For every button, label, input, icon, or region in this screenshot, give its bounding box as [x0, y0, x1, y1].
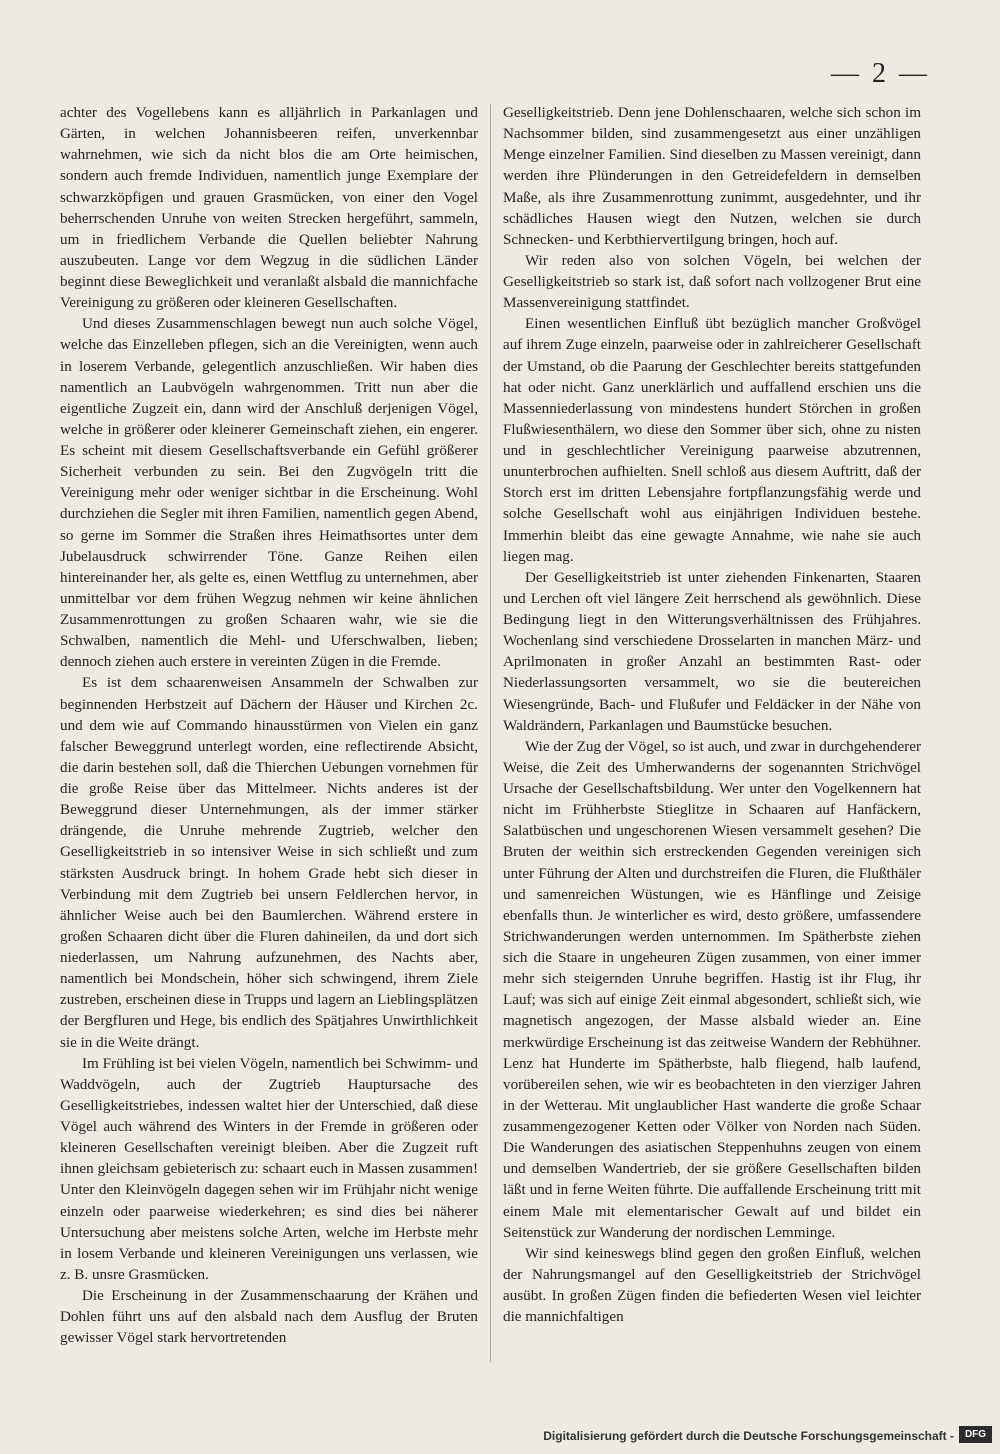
paragraph: Die Erscheinung in der Zusammenschaarung der Krähen und Dohlen führt uns auf den alsbald nach dem Ausflug der Bruten gewisser Vögel stark hervortretenden	[60, 1287, 478, 1347]
paragraph: Und dieses Zusammenschlagen bewegt nun auch solche Vögel, welche das Einzelleben pflegen, sich an die Vereinigten, wenn auch in loserem Verbande, gelegentlich anzuschließen. Wir haben dies namentlich an Laubvögeln wahrgenommen. Tritt nun aber die eigentliche Zugzeit ein, dann wird der Anschluß derjenigen Vögel, welche in größerer oder kleinerer Gemeinschaft ziehen, ein engerer. Es scheint mit diesem Gesellschaftsverbande ein Gefühl größerer Sicherheit verbunden zu sein. Bei den Zugvögeln tritt die Vereinigung mehr oder weniger sichtbar in die Erscheinung. Wohl durchziehen die Segler mit ihren Familien, namentlich gegen Abend, so gerne im Sommer die Straßen ihres Heimathsortes unter dem Jubelausdruck schwirrender Töne. Ganze Reihen eilen hintereinander her, als gelte es, einen Wettflug zu unternehmen, aber unmittelbar vor dem frühen Wegzug nehmen wir keine ähnlichen Zusammenrottungen zu großen Schaaren wahr, wie sie die Schwalben, namentlich die Mehl- und Uferschwalben, lieben; dennoch ziehen auch erstere in vereinten Zügen in die Fremde.	[60, 315, 478, 671]
paragraph: Wie der Zug der Vögel, so ist auch, und zwar in durchgehenderer Weise, die Zeit des Umherwanderns der sogenannten Strichvögel Ursache der Gesellschaftsbildung. Wer unter den Vogelkennern hat nicht im Frühherbste Stieglitze in Schaaren auf Hanfäckern, Salatbüschen und ungeschorenen Wiesen versammelt gesehen? Die Bruten der weithin sich erstreckenden Gegenden vereinigen sich unter Führung der Alten und durchstreifen die Fluren, die Flußthäler und samenreichen Wüstungen, wie es Hänflinge und Zeisige ebenfalls thun. Je winterlicher es wird, desto größere, umfassendere Strichwanderungen werden unternommen. Im Spätherbste ziehen sich die Staare in ungeheuren Zügen zusammen, von einer immer mehr sich steigernden Unruhe begriffen. Hastig ist ihr Flug, ihr Lauf; was sich auf einige Zeit einmal abgesondert, schließt sich, wie magnetisch angezogen, der Masse alsbald wieder an. Eine merkwürdige Erscheinung ist das zeitweise Wandern der Rebhühner. Lenz hat Hunderte im Spätherbste, halb fliegend, halb laufend, vorübereilen sehen, wie wir es beobachteten in den vierziger Jahren in der Wetterau. Mit unglaublicher Hast wanderte die große Schaar zusammengezogener Ketten oder Völker von Norden nach Süden. Die Wanderungen des asiatischen Steppenhuhns zeugen von einem und demselben Wandertrieb, der sie größere Gesellschaften bilden läßt und in ferne Weiten führte. Die auffallende Erscheinung tritt mit einem Male mit elementarischer Gewalt auf und bildet ein Seitenstück zur Wanderung der nordischen Lemminge.	[503, 737, 921, 1241]
paragraph: Wir reden also von solchen Vögeln, bei welchen der Geselligkeitstrieb so stark ist, daß sofort nach vollzogener Brut eine Massenvereinigung stattfindet.	[503, 251, 921, 312]
paragraph: achter des Vogellebens kann es alljährlich in Parkanlagen und Gärten, in welchen Johannisbeeren reifen, unverkennbar wahrnehmen, wie sich da nicht blos die am Orte heimischen, sondern auch fremde Individuen, namentlich junge Exemplare der schwarzköpfigen und grauen Grasmücken, von einer den Vogel beherrschenden Unruhe von weiten Strecken hergeführt, sammeln, um in friedlichem Verbande die Quellen beliebter Nahrung auszubeuten. Lange vor dem Wegzug in die südlichen Länder beginnt diese Beweglichkeit und veranlaßt alsbald die mannichfache Vereinigung zu größeren oder kleineren Gesellschaften.	[60, 104, 478, 312]
right-column	[503, 102, 921, 1327]
page-number: — 2 —	[831, 58, 930, 89]
paragraph: Es ist dem schaarenweisen Ansammeln der Schwalben zur beginnenden Herbstzeit auf Dächern der Häuser und Kirchen 2c. und dem wie auf Commando hinausstürmen von Vielen ein ganz falscher Beweggrund unterlegt worden, eine reflectirende Absicht, die darin bestehen soll, daß die Thierchen Uebungen vornehmen für die große Reise über das Mittelmeer. Nichts anderes ist der Beweggrund dieser Unternehmungen, als der immer stärker drängende, die Unruhe mehrende Zugtrieb, welcher den Geselligkeitstrieb in so intensiver Weise in sich schließt und zum stärksten Ausdruck bringt. In hohem Grade hebt sich dieser in Verbindung mit dem Zugtrieb bei unsern Feldlerchen hervor, in ähnlicher Weise auch bei den Baumlerchen. Während erstere in großen Schaaren dicht über die Fluren dahineilen, da und dort sich niederlassen, um Nahrung aufzunehmen, des Nachts aber, namentlich bei Mondschein, höher sich schwingend, ihrem Ziele zustreben, erscheinen diese in Trupps und lagern an Lieblingsplätzen der Bergfluren und Hege, bis endlich des Spätjahres Unwirthlichkeit sie in die Weite drängt.	[60, 674, 478, 1051]
paragraph: Der Geselligkeitstrieb ist unter ziehenden Finkenarten, Staaren und Lerchen oft viel längere Zeit herrschend als gewöhnlich. Diese Bedingung liegt in den Witterungsverhältnissen des Frühjahres. Wochenlang sind verschiedene Drosselarten in manchen März- und Aprilmonaten in großer Anzahl an bestimmten Rast- oder Niederlassungsorten versammelt, wo sie die beutereichen Wiesengründe, Bach- und Flußufer und Feldäcker in der Nähe von Waldrändern, Parkanlagen und Baumstücke besuchen.	[503, 568, 921, 734]
column-divider	[490, 104, 491, 1362]
paragraph: Einen wesentlichen Einfluß übt bezüglich mancher Großvögel auf ihrem Zuge einzeln, paarweise oder in zahlreicherer Gesellschaft der Umstand, ob die Paarung der Geschlechter bereits stattgefunden hat oder nicht. Ganz unerklärlich und auffallend erschien uns die Massenniederlassung von mindestens hundert Störchen in großen Flußwiesenthälern, wo diese den Sommer über sich, ohne zu nisten und in geschlechtlicher Vereinigung paarweise abzutrennen, ununterbrochen aufhielten. Snell schloß aus diesem Auftritt, daß der Storch erst im dritten Lebensjahre fortpflanzungsfähig werde und solche Gesellschaft wohl aus einjährigen Individuen bestehe. Immerhin bleibt das eine gewagte Annahme, wie nahe sie auch liegen mag.	[503, 315, 921, 565]
page-header	[0, 58, 1000, 90]
paragraph: Wir sind keineswegs blind gegen den großen Einfluß, welchen der Nahrungsmangel auf den Geselligkeitstrieb der Strichvögel ausübt. In großen Zügen finden die befiederten Wesen viel leichter die mannichfaltigen	[503, 1244, 921, 1326]
dfg-logo-icon: DFG	[959, 1426, 992, 1443]
digitization-footer	[0, 1426, 1000, 1448]
footer-credit: Digitalisierung gefördert durch die Deutsche Forschungsgemeinschaft -	[543, 1429, 954, 1443]
paragraph: Im Frühling ist bei vielen Vögeln, namentlich bei Schwimm- und Waddvögeln, auch der Zugtrieb Hauptursache des Geselligkeitstriebes, indessen waltet hier der Unterschied, daß diese Vögel auch während des Winters in der Fremde in größeren oder kleineren Gesellschaften vereinigt bleiben. Aber die Zugzeit ruft ihnen gleichsam gebieterisch zu: schaart euch in Massen zusammen! Unter den Kleinvögeln dagegen sehen wir im Frühjahr nicht wenige einzeln oder paarweise wiederkehren; es sind dies bei näherer Untersuchung aber meistens solche Arten, welche im Herbste mehr in losem Verbande und kleineren Vereinigungen uns verlassen, wie z. B. unsre Grasmücken.	[60, 1054, 478, 1283]
left-column	[60, 102, 478, 1348]
paragraph: Geselligkeitstrieb. Denn jene Dohlenschaaren, welche sich schon im Nachsommer bilden, sind zusammengesetzt aus einer unzähligen Menge einzelner Familien. Sind dieselben zu Massen vereinigt, dann werden ihre Plünderungen in den Getreidefeldern in demselben Maße, als ihre Zusammenrottung zunimmt, ausgedehnter, und ihr schädliches Hausen wiegt den Nutzen, welchen sie durch Schnecken- und Kerbthiervertilgung bringen, hoch auf.	[503, 104, 921, 248]
